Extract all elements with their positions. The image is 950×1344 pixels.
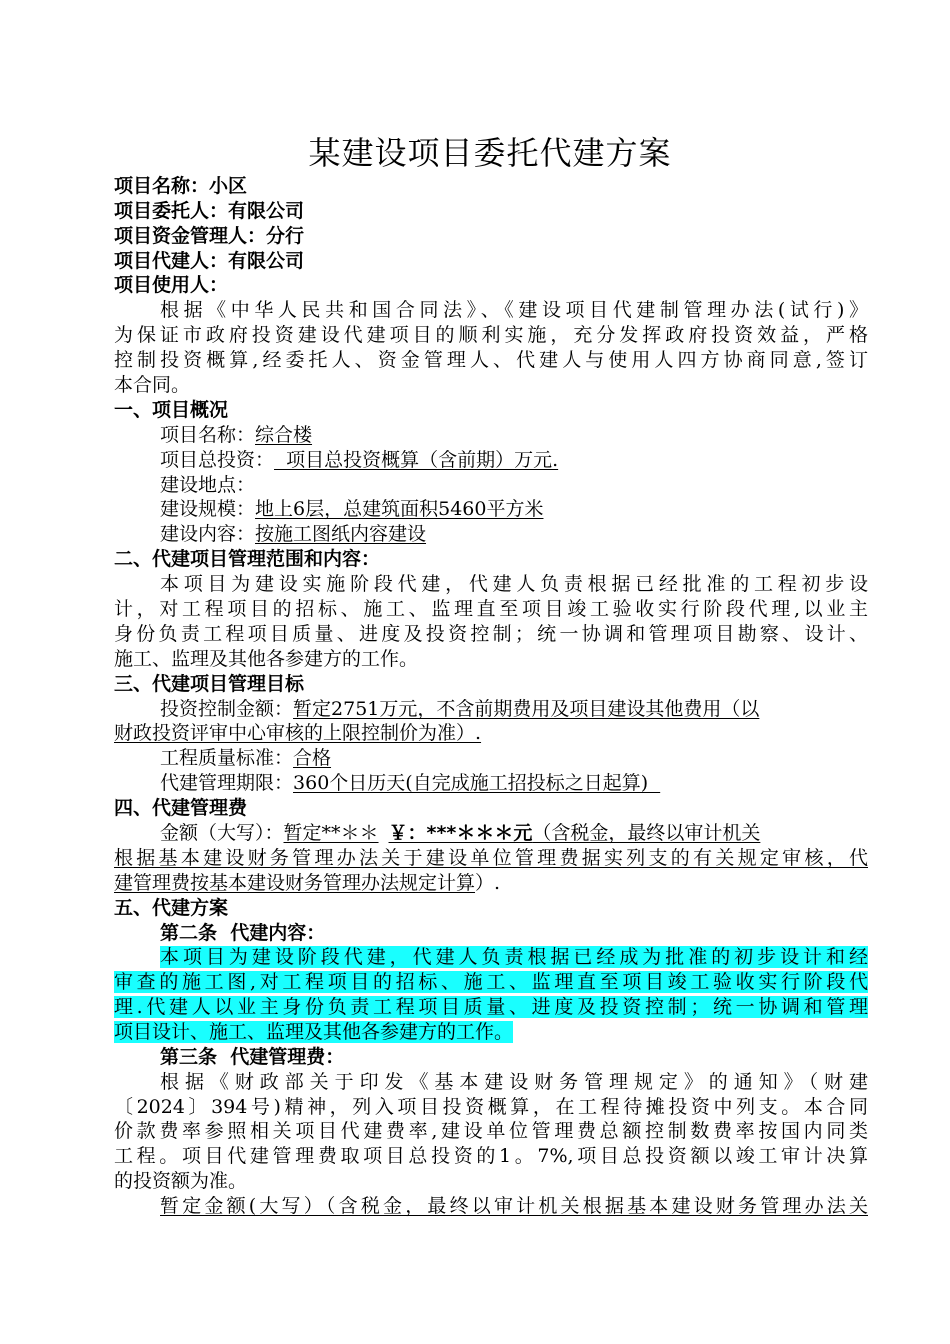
row-label: 项目名称： <box>160 424 256 446</box>
quality-line <box>160 746 331 771</box>
row-value: 按施工图纸内容建设 <box>255 523 427 545</box>
highlighted-line <box>114 1020 513 1045</box>
intro-line: 本合同。 <box>114 374 191 396</box>
fee-amount-label: 金额（大写）： <box>160 822 284 844</box>
period-value: 360个日历天(自完成施工招投标之日起算) <box>293 772 661 794</box>
row-label: 建设内容： <box>160 523 256 545</box>
fee-note-end: ）. <box>475 872 501 894</box>
fee-amount-line <box>160 821 760 846</box>
article-heading: 第三条 代建管理费： <box>160 1046 345 1068</box>
overview-row <box>160 448 558 473</box>
intro-line: 控制投资概算,经委托人、资金管理人、代建人与使用人四方协商同意,签订 <box>114 349 868 371</box>
project-name-field: 项目名称：小区 <box>114 175 248 197</box>
fee-amount-value: 暂定**＊＊ <box>283 822 379 844</box>
row-value: 综合楼 <box>255 424 313 446</box>
highlighted-line <box>160 945 868 970</box>
overview-row <box>160 497 543 522</box>
row-label: 建设地点： <box>160 474 256 496</box>
body-line: 根据《财政部关于印发《基本建设财务管理规定》的通知》（财建 <box>160 1071 868 1093</box>
period-label: 代建管理期限： <box>160 772 294 794</box>
highlighted-text: 审查的施工图,对工程项目的招标、施工、监理直至项目竣工验收实行阶段代 <box>114 971 868 993</box>
body-line: 价款费率参照相关项目代建费率,建设单位管理费总额控制数费率按国内同类 <box>114 1120 868 1142</box>
overview-row <box>160 473 255 498</box>
overview-row <box>160 423 312 448</box>
highlighted-text: 理.代建人以业主身份负责工程项目质量、进度及投资控制；统一协调和管理 <box>114 996 868 1018</box>
fee-note-text: 建管理费按基本建设财务管理办法规定计算 <box>114 872 476 894</box>
body-line: 〔2024〕394号)精神，列入项目投资概算，在工程待摊投资中列支。本合同 <box>114 1096 868 1118</box>
highlighted-line <box>114 995 868 1020</box>
highlighted-line <box>114 970 868 995</box>
investment-line <box>160 697 759 722</box>
project-client-field: 项目委托人：有限公司 <box>114 200 305 222</box>
section-heading: 一、项目概况 <box>114 399 229 421</box>
highlighted-text: 项目设计、施工、监理及其他各参建方的工作。 <box>114 1021 514 1043</box>
intro-line: 为保证市政府投资建设代建项目的顺利实施，充分发挥政府投资效益，严格 <box>114 324 868 346</box>
body-line: 施工、监理及其他各参建方的工作。 <box>114 648 419 670</box>
body-line: 身份负责工程项目质量、进度及投资控制；统一协调和管理项目勘察、设计、 <box>114 623 868 645</box>
highlighted-text: 本项目为建设阶段代建，代建人负责根据已经成为批准的初步设计和经 <box>160 946 868 968</box>
fee-amount-note: （含税金，最终以审计机关 <box>532 822 761 844</box>
row-label: 项目总投资： <box>160 449 275 471</box>
fee-note-line <box>114 871 500 896</box>
body-line: 暂定金额(大写）（含税金，最终以审计机关根据基本建设财务管理办法关 <box>160 1195 868 1217</box>
section-heading: 五、代建方案 <box>114 897 229 919</box>
investment-label: 投资控制金额： <box>160 698 294 720</box>
investment-value-cont: 财政投资评审中心审核的上限控制价为准）. <box>114 722 482 744</box>
row-label: 建设规模： <box>160 498 256 520</box>
body-line: 的投资额为准。 <box>114 1170 248 1192</box>
row-value: 项目总投资概算（含前期）万元. <box>274 449 559 471</box>
investment-value: 暂定2751万元，不含前期费用及项目建设其他费用（以 <box>293 698 760 720</box>
section-heading: 二、代建项目管理范围和内容： <box>114 548 381 570</box>
body-line: 计，对工程项目的招标、施工、监理直至项目竣工验收实行阶段代理,以业主 <box>114 598 868 620</box>
article-heading: 第二条 代建内容： <box>160 922 326 944</box>
intro-line: 根据《中华人民共和国合同法》、《建设项目代建制管理办法(试行)》 <box>160 299 868 321</box>
body-line: 工程。项目代建管理费取项目总投资的1。7%,项目总投资额以竣工审计决算 <box>114 1145 868 1167</box>
row-value: 地上6层，总建筑面积5460平方米 <box>255 498 544 520</box>
fee-amount-yuan: ￥：***＊＊＊元 <box>388 822 533 844</box>
quality-label: 工程质量标准： <box>160 747 294 769</box>
body-line: 本项目为建设实施阶段代建，代建人负责根据已经批准的工程初步设 <box>160 573 868 595</box>
overview-row <box>160 522 426 547</box>
fund-manager-field: 项目资金管理人：分行 <box>114 225 305 247</box>
project-user-field: 项目使用人： <box>114 274 229 296</box>
section-heading: 四、代建管理费 <box>114 797 248 819</box>
agent-builder-field: 项目代建人：有限公司 <box>114 250 305 272</box>
document-title: 某建设项目委托代建方案 <box>308 134 672 172</box>
section-heading: 三、代建项目管理目标 <box>114 673 305 695</box>
period-line <box>160 771 660 796</box>
quality-value: 合格 <box>293 747 332 769</box>
fee-note-line: 根据基本建设财务管理办法关于建设单位管理费据实列支的有关规定审核，代 <box>114 847 868 869</box>
